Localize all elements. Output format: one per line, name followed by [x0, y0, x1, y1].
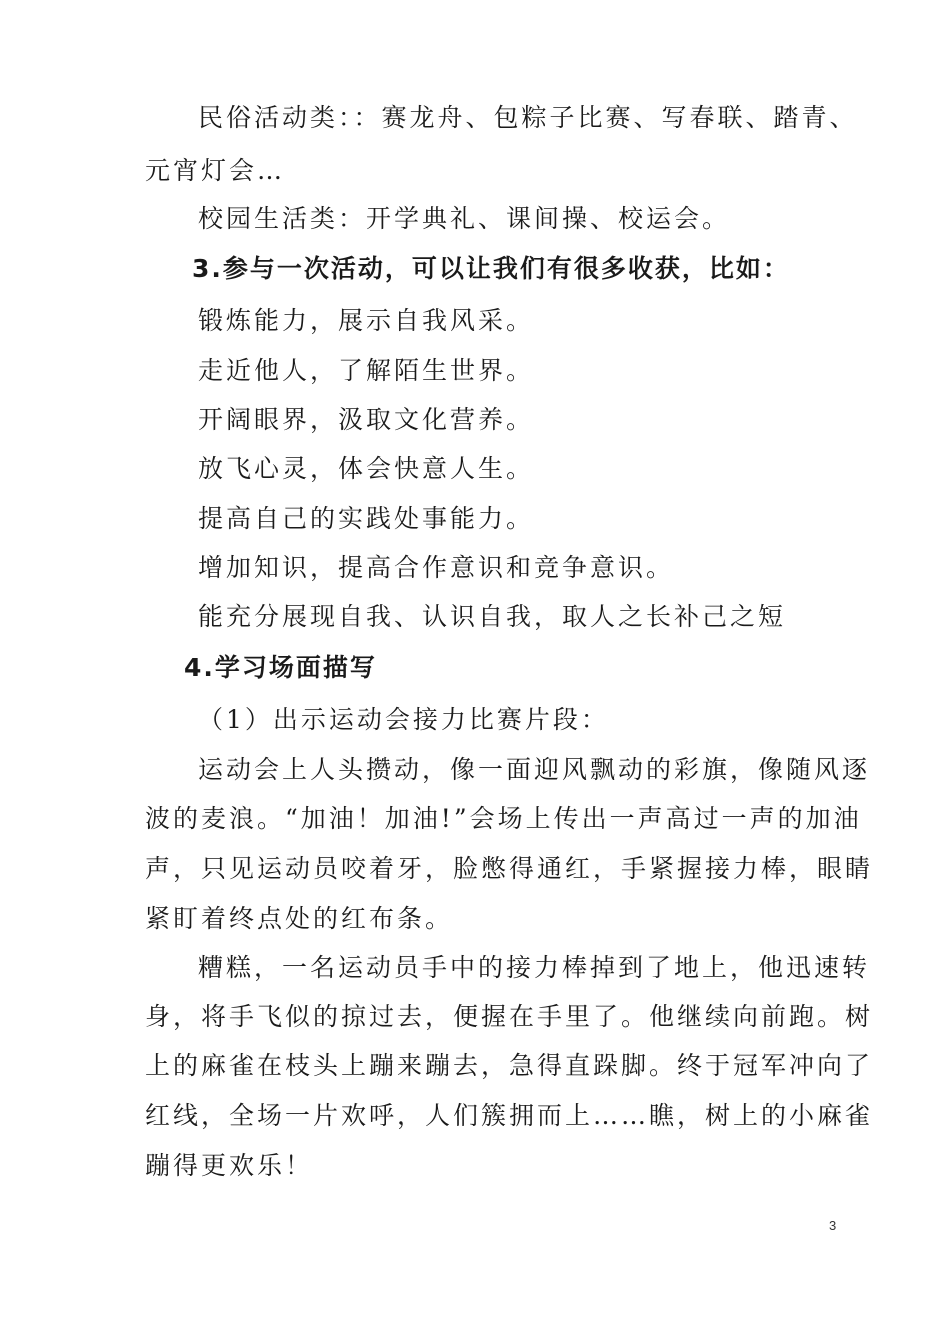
page-number: 3: [829, 1218, 837, 1233]
text-line-2: 元宵灯会…: [145, 156, 286, 185]
section-heading-4: 4.学习场面描写: [184, 653, 377, 682]
text-line-1: 民俗活动类：：赛龙舟、包粽子比赛、写春联、踏青、: [198, 103, 858, 132]
text-line-19: 身，将手飞似的掠过去，便握在手里了。他继续向前跑。树: [145, 1002, 874, 1031]
text-line-9: 提高自己的实践处事能力。: [198, 504, 535, 533]
text-line-10: 增加知识，提高合作意识和竞争意识。: [198, 553, 675, 582]
text-line-15: 波的麦浪。“加油！加油!”会场上传出一声高过一声的加油: [145, 804, 862, 833]
text-line-17: 紧盯着终点处的红布条。: [145, 904, 454, 933]
text-line-7: 开阔眼界，汲取文化营养。: [198, 405, 535, 434]
section-heading-3: 3.参与一次活动，可以让我们有很多收获，比如：: [192, 254, 790, 283]
text-line-16: 声，只见运动员咬着牙，脸憋得通红，手紧握接力棒，眼睛: [145, 854, 874, 883]
text-line-21: 红线，全场一片欢呼，人们簇拥而上……瞧，树上的小麻雀: [145, 1101, 874, 1130]
text-line-5: 锻炼能力，展示自我风采。: [198, 306, 535, 335]
text-line-8: 放飞心灵，体会快意人生。: [198, 454, 535, 483]
text-line-3: 校园生活类：开学典礼、课间操、校运会。: [198, 204, 731, 233]
text-line-13: （1）出示运动会接力比赛片段：: [198, 705, 609, 734]
text-line-14: 运动会上人头攒动，像一面迎风飘动的彩旗，像随风逐: [198, 755, 871, 784]
text-line-11: 能充分展现自我、认识自我，取人之长补己之短: [198, 602, 787, 631]
text-line-20: 上的麻雀在枝头上蹦来蹦去，急得直跺脚。终于冠军冲向了: [145, 1051, 874, 1080]
text-line-18: 糟糕，一名运动员手中的接力棒掉到了地上，他迅速转: [198, 953, 871, 982]
text-line-6: 走近他人，了解陌生世界。: [198, 356, 535, 385]
text-line-22: 蹦得更欢乐！: [145, 1151, 314, 1180]
